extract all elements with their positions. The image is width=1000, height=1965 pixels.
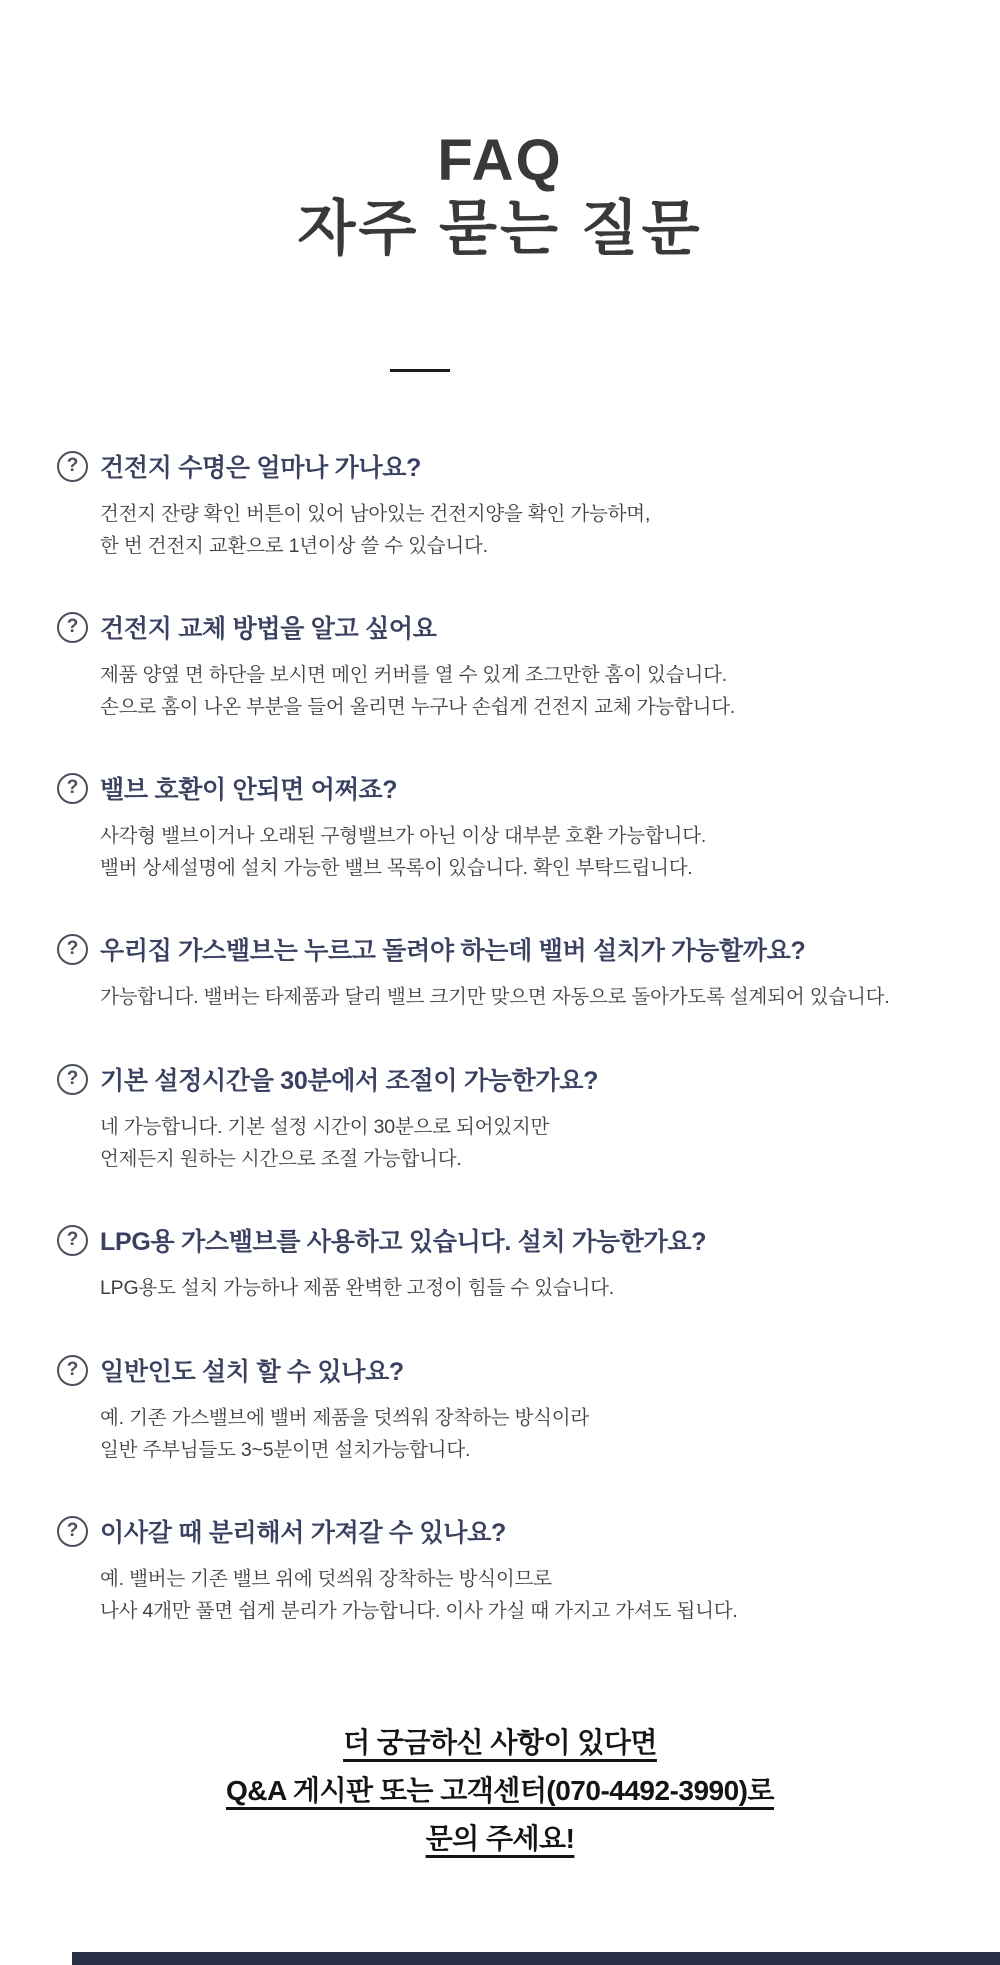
faq-answer [100,659,1000,723]
question-mark-icon: ? [57,1064,88,1095]
faq-answer [100,820,1000,884]
faq-question: 건전지 수명은 얼마나 가나요? [100,454,422,482]
page-title-en: FAQ [437,128,563,193]
faq-item [0,1516,1000,1627]
faq-question: 이사갈 때 분리해서 가져갈 수 있나요? [100,1519,506,1547]
next-section-edge-bar [72,1952,1000,1965]
question-mark-icon: ? [57,773,88,804]
faq-list [0,451,1000,1677]
faq-answer-line: 예. 밸버는 기존 밸브 위에 덧씌워 장착하는 방식이므로 [100,1568,552,1590]
faq-answer-line: 언제든지 원하는 시간으로 조절 가능합니다. [100,1148,462,1170]
question-mark-icon: ? [57,451,88,482]
question-mark-icon: ? [57,1516,88,1547]
footer-note-line: Q&A 게시판 또는 고객센터(070-4492-3990)로 [225,1775,775,1806]
faq-item [0,934,1000,1013]
faq-item [0,1064,1000,1175]
footer-note-line: 문의 주세요! [425,1823,575,1854]
faq-answer [100,1111,1000,1175]
faq-answer [100,1402,1000,1466]
question-mark-icon: ? [57,1225,88,1256]
faq-item [0,773,1000,884]
title-divider [390,369,450,372]
faq-item [0,1355,1000,1466]
faq-question: 밸브 호환이 안되면 어쩌죠? [100,776,398,804]
faq-answer-line: 손으로 홈이 나온 부분을 들어 올리면 누구나 손쉽게 건전지 교체 가능합니다. [100,696,736,718]
faq-answer-line: 나사 4개만 풀면 쉽게 분리가 가능합니다. 이사 가실 때 가지고 가셔도 됩니다. [100,1600,738,1622]
faq-question: 기본 설정시간을 30분에서 조절이 가능한가요? [100,1067,599,1095]
faq-answer [100,981,1000,1013]
question-mark-icon: ? [57,1355,88,1386]
faq-answer-line: 가능합니다. 밸버는 타제품과 달리 밸브 크기만 맞으면 자동으로 돌아가도록 설계되어 있습니다. [100,986,890,1008]
footer-note-line: 더 궁금하신 사항이 있다면 [343,1727,657,1758]
footer-contact-note [0,1726,1000,1870]
faq-question: 건전지 교체 방법을 알고 싶어요 [100,615,437,643]
faq-answer [100,1272,1000,1304]
faq-item [0,451,1000,562]
faq-answer-line: 사각형 밸브이거나 오래된 구형밸브가 아닌 이상 대부분 호환 가능합니다. [100,825,707,847]
faq-answer-line: 예. 기존 가스밸브에 밸버 제품을 덧씌워 장착하는 방식이라 [100,1407,590,1429]
faq-item [0,612,1000,723]
faq-question: 일반인도 설치 할 수 있나요? [100,1358,404,1386]
faq-answer-line: 밸버 상세설명에 설치 가능한 밸브 목록이 있습니다. 확인 부탁드립니다. [100,857,693,879]
faq-answer-line: LPG용도 설치 가능하나 제품 완벽한 고정이 힘들 수 있습니다. [100,1277,615,1299]
page-title [0,130,1000,262]
faq-answer [100,498,1000,562]
faq-answer-line: 일반 주부님들도 3~5분이면 설치가능합니다. [100,1439,471,1461]
faq-answer [100,1563,1000,1627]
faq-answer-line: 네 가능합니다. 기본 설정 시간이 30분으로 되어있지만 [100,1116,550,1138]
faq-question: 우리집 가스밸브는 누르고 돌려야 하는데 밸버 설치가 가능할까요? [100,937,806,965]
faq-question: LPG용 가스밸브를 사용하고 있습니다. 설치 가능한가요? [100,1228,707,1256]
faq-item [0,1225,1000,1304]
faq-answer-line: 제품 양옆 면 하단을 보시면 메인 커버를 열 수 있게 조그만한 홈이 있습니다. [100,664,727,686]
faq-answer-line: 한 번 건전지 교환으로 1년이상 쓸 수 있습니다. [100,535,488,557]
question-mark-icon: ? [57,612,88,643]
faq-answer-line: 건전지 잔량 확인 버튼이 있어 남아있는 건전지양을 확인 가능하며, [100,503,651,525]
page-title-ko: 자주 묻는 질문 [297,195,703,262]
question-mark-icon: ? [57,934,88,965]
